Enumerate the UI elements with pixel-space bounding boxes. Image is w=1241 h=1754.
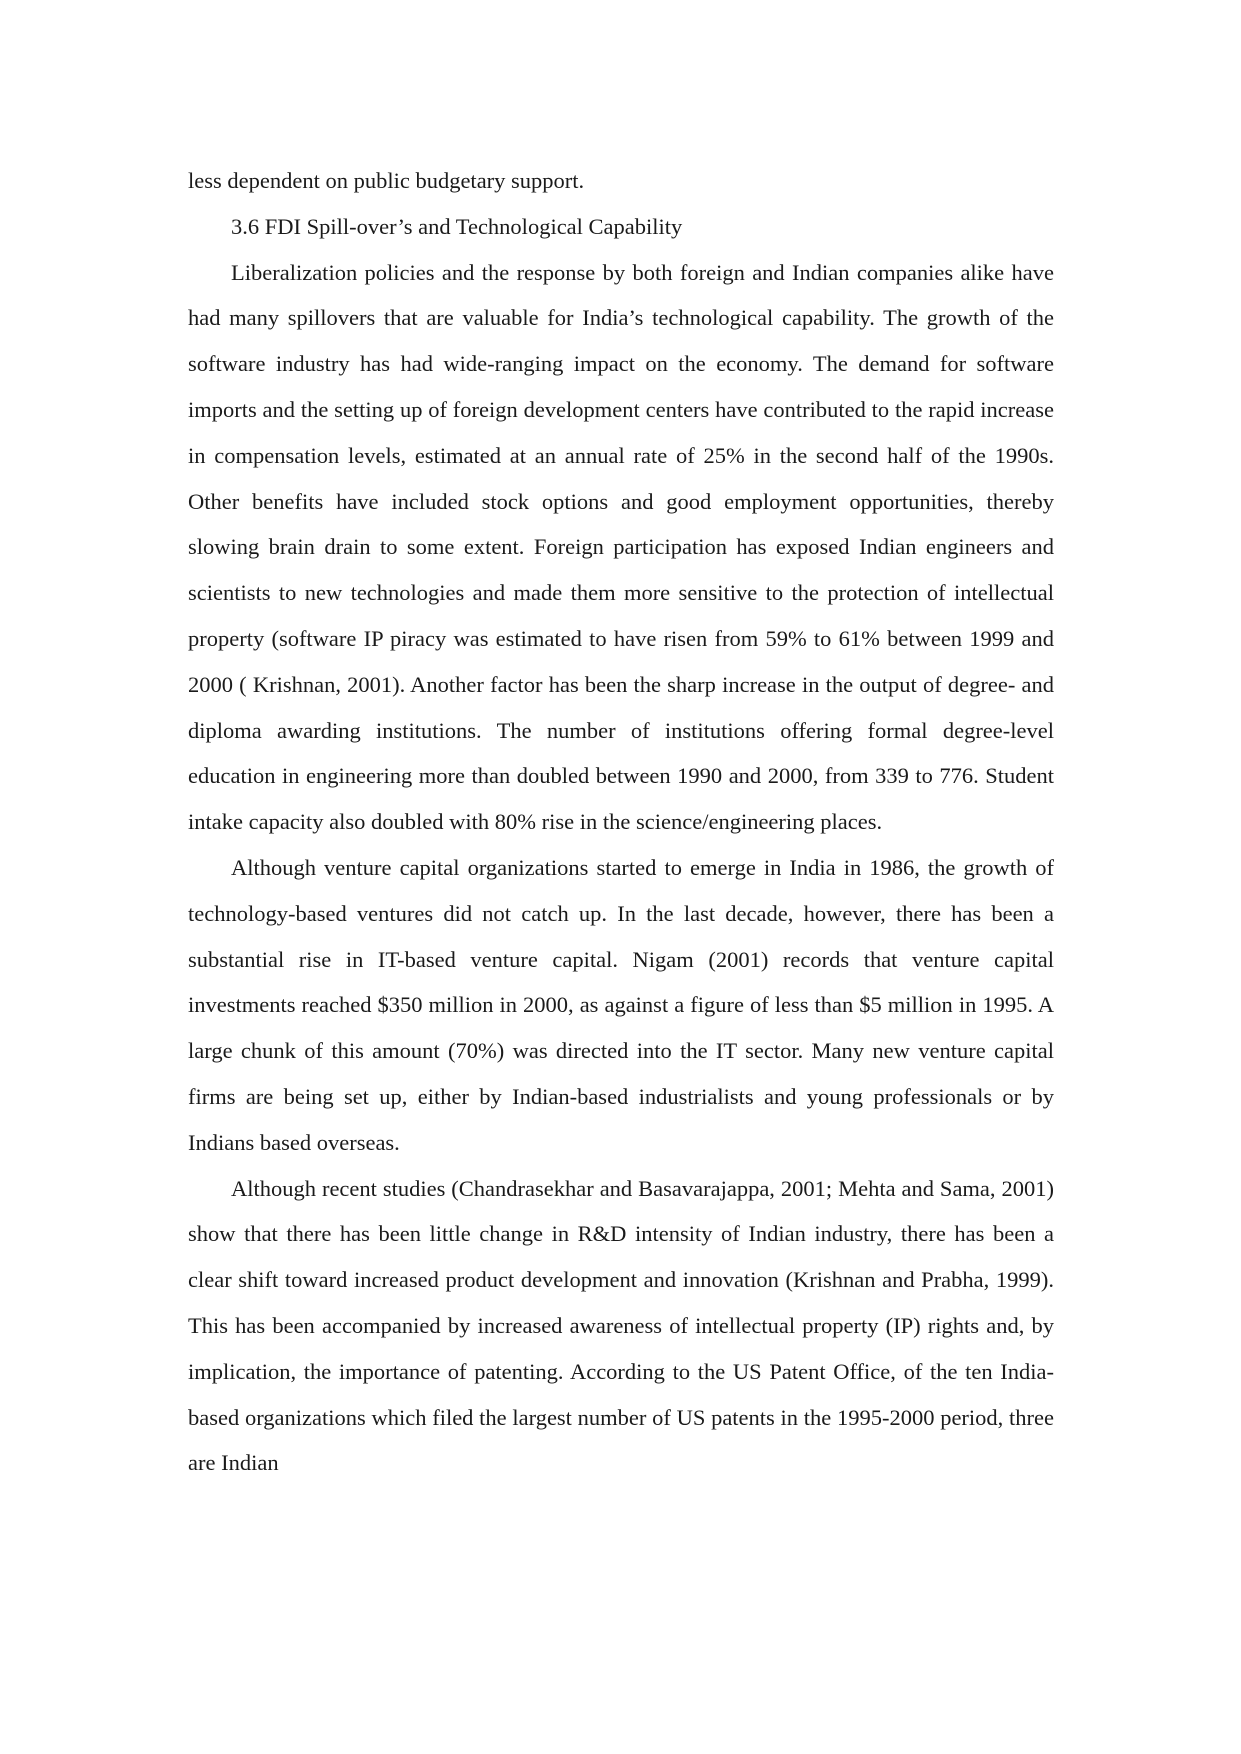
document-page bbox=[188, 158, 1054, 1486]
paragraph-rd-intensity: Although recent studies (Chandrasekhar and Basavarajappa, 2001; Mehta and Sama, 2001) show that there has been little change in R&D intensity of Indian industry, there has been a clear shift toward increased product development and innovation (Krishnan and Prabha, 1999). This has been accompanied by increased awareness of intellectual property (IP) rights and, by implication, the importance of patenting. According to the US Patent Office, of the ten India-based organizations which filed the largest number of US patents in the 1995-2000 period, three are Indian bbox=[188, 1175, 1054, 1476]
section-heading: 3.6 FDI Spill-over’s and Technological Capability bbox=[231, 213, 683, 239]
paragraph-spillovers: Liberalization policies and the response by both foreign and Indian companies alike have had many spillovers that are valuable for India’s technological capability. The growth of the software industry has had wide-ranging impact on the economy. The demand for software imports and the setting up of foreign development centers have contributed to the rapid increase in compensation levels, estimated at an annual rate of 25% in the second half of the 1990s. Other benefits have included stock options and good employment opportunities, thereby slowing brain drain to some extent. Foreign participation has exposed Indian engineers and scientists to new technologies and made them more sensitive to the protection of intellectual property (software IP piracy was estimated to have risen from 59% to 61% between 1999 and 2000 ( Krishnan, 2001). Another factor has been the sharp increase in the output of degree- and diploma awarding institutions. The number of institutions offering formal degree-level education in engineering more than doubled between 1990 and 2000, from 339 to 776. Student intake capacity also doubled with 80% rise in the science/engineering places. bbox=[188, 259, 1054, 835]
paragraph-venture-capital: Although venture capital organizations started to emerge in India in 1986, the growth of technology-based ventures did not catch up. In the last decade, however, there has been a substantial rise in IT-based venture capital. Nigam (2001) records that venture capital investments reached $350 million in 2000, as against a figure of less than $5 million in 1995. A large chunk of this amount (70%) was directed into the IT sector. Many new venture capital firms are being set up, either by Indian-based industrialists and young professionals or by Indians based overseas. bbox=[188, 854, 1054, 1155]
continuation-line: less dependent on public budgetary support. bbox=[188, 168, 585, 193]
